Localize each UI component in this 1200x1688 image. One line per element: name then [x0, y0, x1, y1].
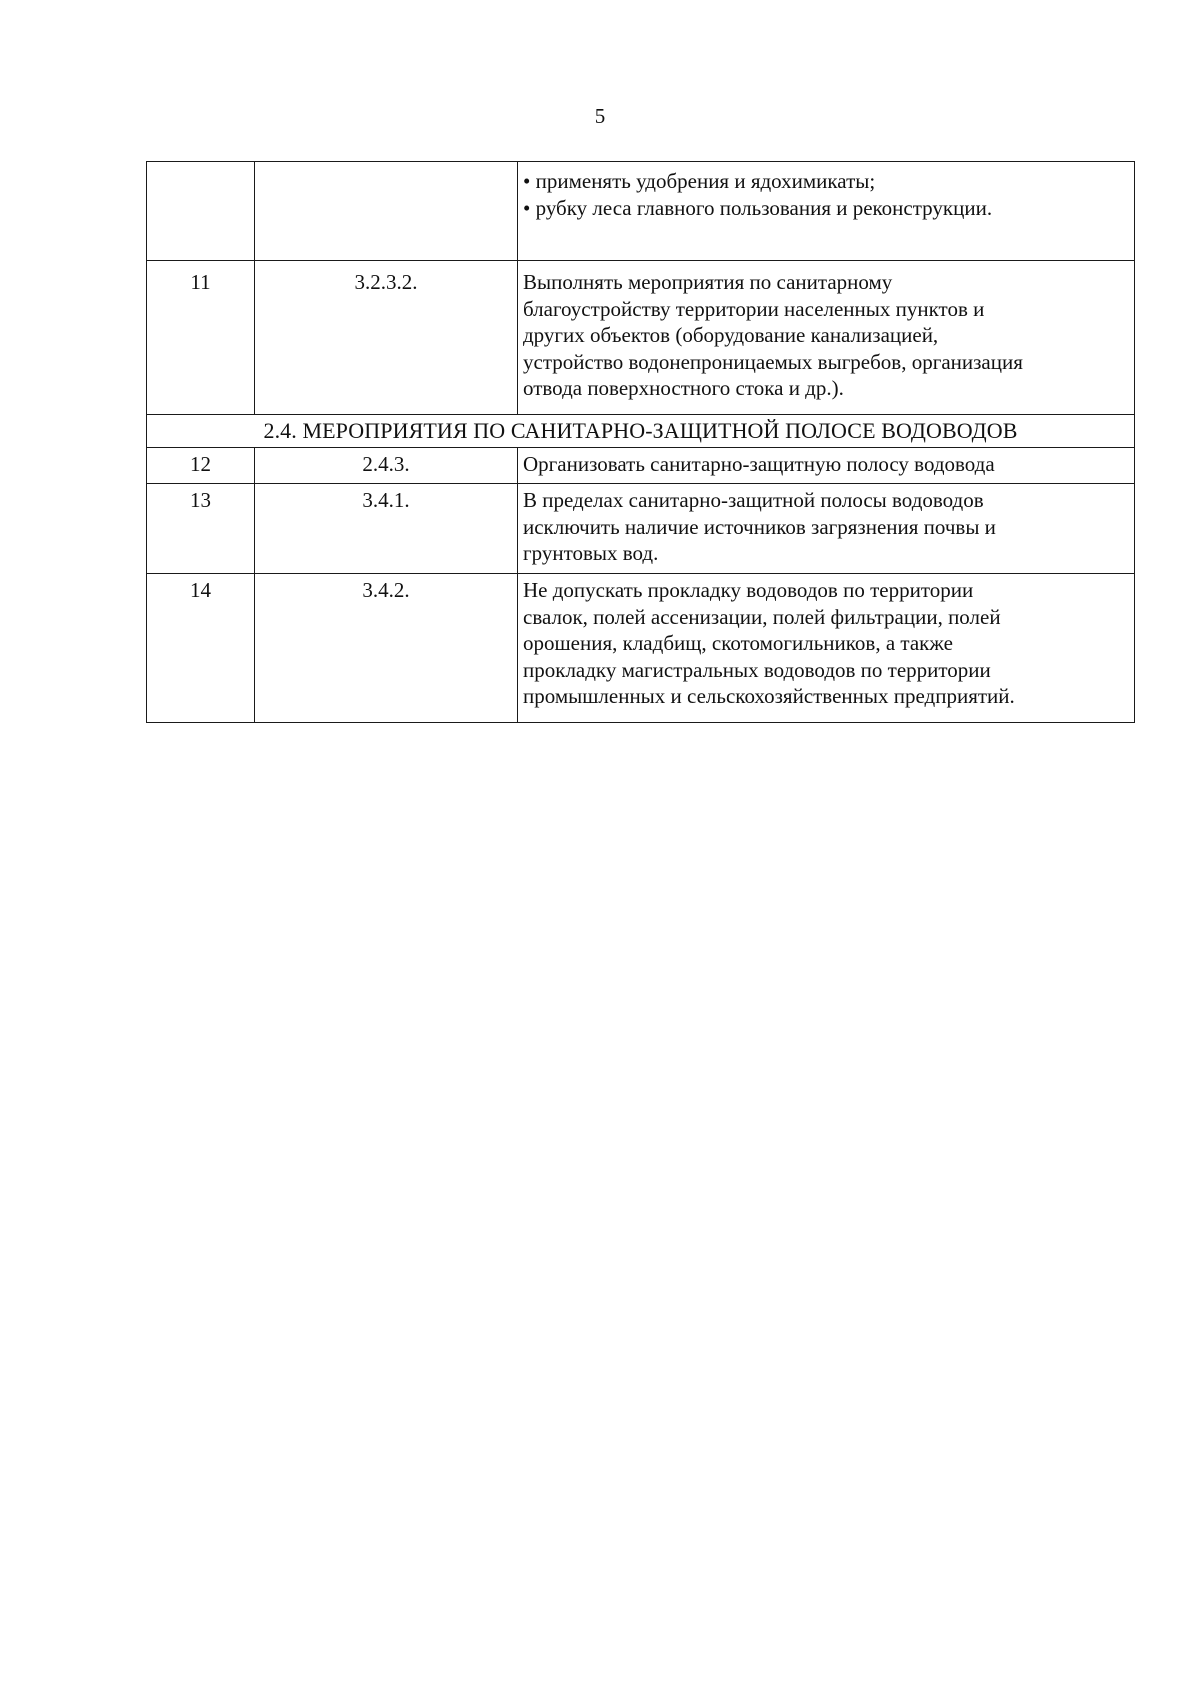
description-cell [518, 162, 1135, 261]
description-line: исключить наличие источников загрязнения почвы и [523, 514, 996, 539]
section-header: 2.4. МЕРОПРИЯТИЯ ПО САНИТАРНО-ЗАЩИТНОЙ ПОЛОСЕ ВОДОВОДОВ [147, 415, 1135, 448]
table-row [147, 162, 1135, 261]
row-number-cell: 13 [147, 484, 255, 574]
description-cell [518, 261, 1135, 415]
description-line: устройство водонепроницаемых выгребов, организация [523, 349, 1023, 374]
description-line: отвода поверхностного стока и др.). [523, 376, 844, 400]
table-row [147, 574, 1135, 723]
description-line: • рубку леса главного пользования и реконструкции. [523, 195, 993, 220]
description-cell [518, 574, 1135, 723]
description-line: грунтовых вод. [523, 541, 659, 565]
table-row [147, 484, 1135, 574]
description-line: • применять удобрения и ядохимикаты; [523, 169, 876, 193]
table-row [147, 448, 1135, 484]
description-line: других объектов (оборудование канализацией, [523, 323, 939, 347]
description-line: Выполнять мероприятия по санитарному [523, 270, 893, 294]
description-line: прокладку магистральных водоводов по территории [523, 657, 991, 682]
measures-table [146, 161, 1135, 723]
description-line: Организовать санитарно-защитную полосу водовода [523, 452, 995, 476]
description-line: Не допускать прокладку водоводов по территории [523, 578, 974, 602]
description-line: свалок, полей ассенизации, полей фильтрации, полей [523, 604, 1001, 629]
description-line: В пределах санитарно-защитной полосы водоводов [523, 488, 984, 512]
clause-cell: 3.4.2. [255, 574, 518, 723]
description-line: промышленных и сельскохозяйственных предприятий. [523, 684, 1015, 708]
section-header-row [147, 415, 1135, 448]
clause-cell [255, 162, 518, 261]
table-row [147, 261, 1135, 415]
row-number-cell: 11 [147, 261, 255, 415]
row-number-cell [147, 162, 255, 261]
page-number: 5 [594, 104, 606, 128]
row-number-cell: 14 [147, 574, 255, 723]
description-line: орошения, кладбищ, скотомогильников, а также [523, 631, 953, 655]
row-number-cell: 12 [147, 448, 255, 484]
description-cell [518, 484, 1135, 574]
clause-cell: 2.4.3. [255, 448, 518, 484]
description-cell [518, 448, 1135, 484]
clause-cell: 3.4.1. [255, 484, 518, 574]
description-line: благоустройству территории населенных пунктов и [523, 296, 985, 321]
clause-cell: 3.2.3.2. [255, 261, 518, 415]
